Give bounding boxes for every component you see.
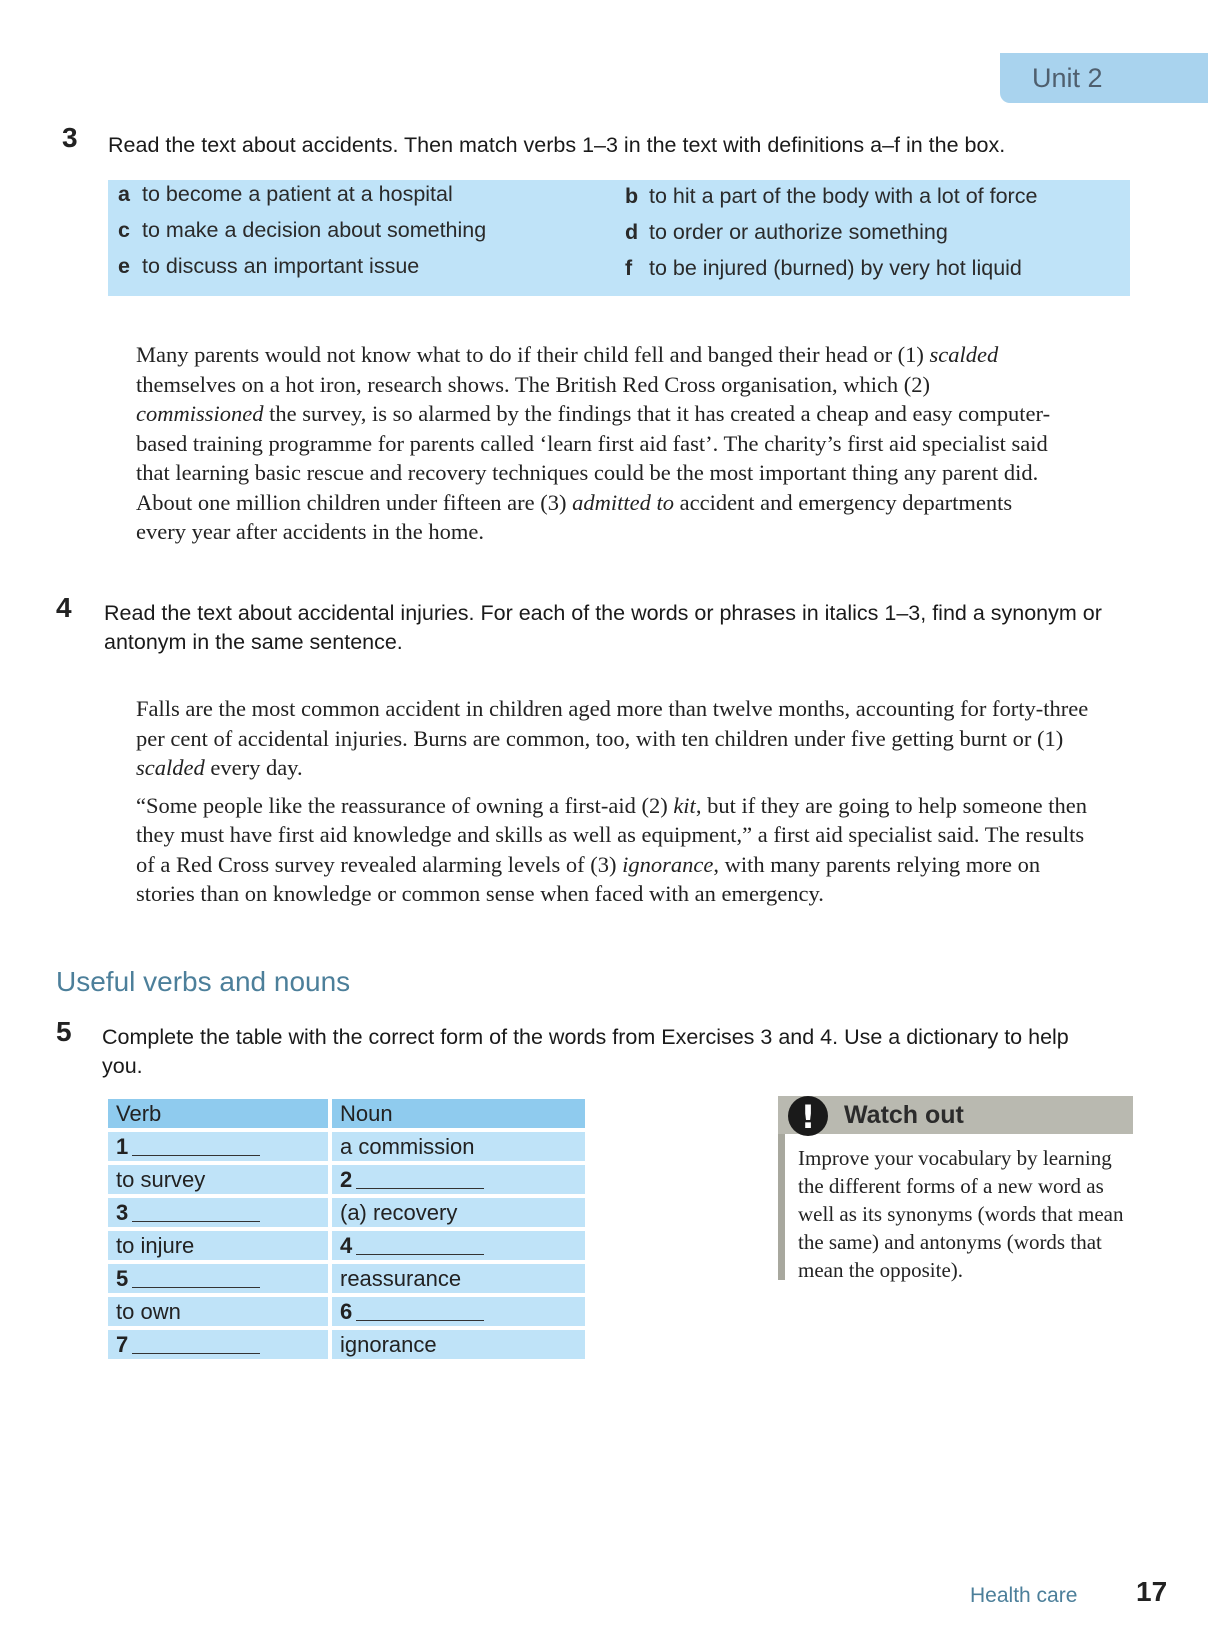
watch-out-sidebar: [778, 1134, 785, 1280]
watch-out-title: Watch out: [844, 1101, 964, 1129]
exclamation-icon: [786, 1092, 830, 1138]
definition-d: d to order or authorize something: [625, 220, 948, 244]
page-number: 17: [1136, 1576, 1168, 1607]
svg-text:!: !: [800, 1098, 816, 1136]
table-row: [108, 1132, 585, 1161]
noun-cell: a commission: [332, 1132, 585, 1161]
table-row: [108, 1297, 585, 1326]
exercise-4-instruction: Read the text about accidental injuries. For each of the words or phrases in italics 1–3, find a synonym or antonym in the same sentence.: [104, 601, 1102, 654]
blank-cell[interactable]: 3: [108, 1198, 328, 1227]
unit-tab: [1000, 53, 1208, 103]
header-verb: Verb: [108, 1099, 328, 1128]
blank-cell[interactable]: 5: [108, 1264, 328, 1293]
exercise-4-paragraph-2: “Some people like the reassurance of owning a first-aid (2) kit, but if they are going to help someone then they must have first aid knowledge and skills as well as equipment,” a first aid specialist said. The results of a Red Cross survey revealed alarming levels of (3) ignorance, with many parents relying more on stories than on knowledge or common sense when faced with an emergency.: [136, 792, 1087, 906]
exercise-3-instruction: Read the text about accidents. Then match verbs 1–3 in the text with definitions a–f in the box.: [108, 133, 1006, 157]
definition-a: a to become a patient at a hospital: [118, 182, 453, 206]
italic-word-3: admitted to: [572, 489, 674, 515]
verb-cell: to injure: [108, 1231, 328, 1260]
exercise-5-instruction: Complete the table with the correct form of the words from Exercises 3 and 4. Use a dictionary to help you.: [102, 1025, 1069, 1078]
blank-cell[interactable]: 6: [332, 1297, 585, 1326]
exercise-4-paragraph-1: Falls are the most common accident in children aged more than twelve months, accounting for forty-three per cent of accidental injuries. Burns are common, too, with ten children under five getting burnt or (1) scalded every day.: [136, 696, 1089, 780]
noun-cell: ignorance: [332, 1330, 585, 1359]
definition-f: f to be injured (burned) by very hot liquid: [625, 256, 1022, 280]
definition-e: e to discuss an important issue: [118, 254, 420, 278]
noun-cell: reassurance: [332, 1264, 585, 1293]
exercise-5-number: 5: [56, 1016, 72, 1047]
watch-out-text: Improve your vocabulary by learning the different forms of a new word as well as its synonyms (words that mean the same) and antonyms (words that mean the opposite).: [798, 1146, 1124, 1282]
footer-label: Health care: [970, 1584, 1078, 1607]
definitions-box: [108, 180, 1130, 296]
exercise-4-text: [136, 694, 1096, 909]
italic-word-ignorance: ignorance: [622, 851, 714, 877]
watch-out-box: [778, 1096, 1133, 1280]
section-title: Useful verbs and nouns: [56, 966, 351, 997]
blank-cell[interactable]: 4: [332, 1231, 585, 1260]
verb-cell: to own: [108, 1297, 328, 1326]
header-noun: Noun: [332, 1099, 585, 1128]
exercise-4-number: 4: [56, 592, 72, 623]
noun-cell: (a) recovery: [332, 1198, 585, 1227]
blank-cell[interactable]: 7: [108, 1330, 328, 1359]
table-row: [108, 1231, 585, 1260]
exercise-3-text: Many parents would not know what to do if their child fell and banged their head or (1) scalded themselves on a hot iron, research shows. The British Red Cross organisation, which (2) commissioned the survey, is so alarmed by the findings that it has created a cheap and easy computer-based training programme for parents called ‘learn first aid fast’. The charity’s first aid specialist said that learning basic rescue and recovery techniques could be the most important thing any parent did. About one million children under fifteen are (3) admitted to accident and emergency departments every year after accidents in the home.: [136, 342, 1051, 544]
italic-word-1: scalded: [929, 342, 999, 367]
blank-cell[interactable]: 2: [332, 1165, 585, 1194]
unit-label: Unit 2: [1032, 63, 1103, 93]
italic-word-2: commissioned: [136, 401, 264, 426]
italic-word-kit: kit: [673, 792, 696, 818]
verb-noun-table: [104, 1095, 589, 1363]
definition-c: c to make a decision about something: [118, 218, 487, 242]
exercise-3-number: 3: [62, 122, 78, 153]
table-row: [108, 1165, 585, 1194]
blank-cell[interactable]: 1: [108, 1132, 328, 1161]
table-row: [108, 1198, 585, 1227]
definition-b: b to hit a part of the body with a lot of force: [625, 184, 1038, 208]
italic-word-scalded: scalded: [136, 755, 205, 780]
table-header-row: [108, 1099, 585, 1128]
table-row: [108, 1264, 585, 1293]
verb-cell: to survey: [108, 1165, 328, 1194]
table-row: [108, 1330, 585, 1359]
